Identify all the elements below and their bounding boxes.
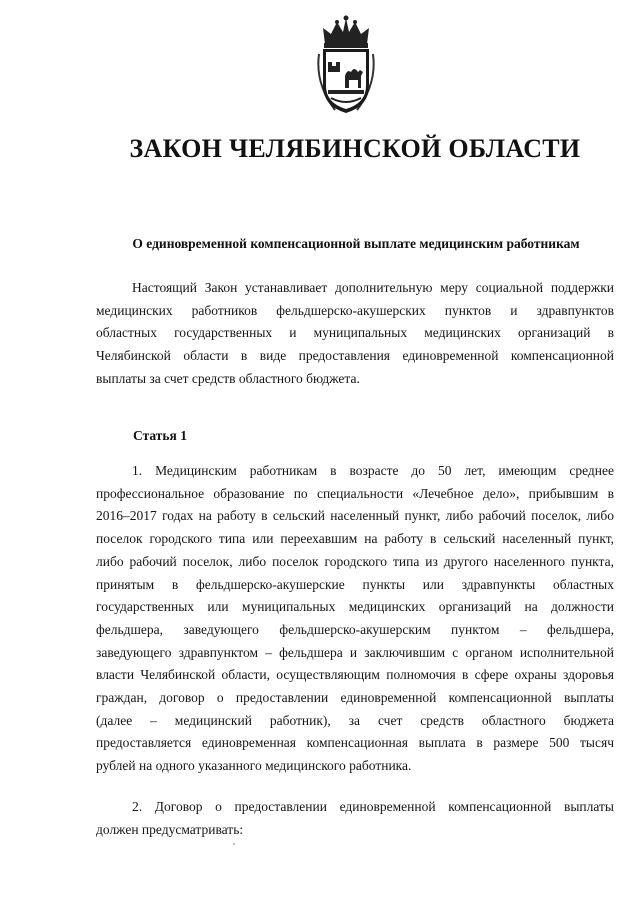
text-line: государственных или муниципальных медицинских организаций на должности xyxy=(96,599,614,615)
text-line: областных государственных и муниципальных медицинских организаций в xyxy=(96,325,614,341)
text-line: 2016–2017 годах на работу в сельский населенный пункт, либо рабочий поселок, либо xyxy=(96,508,614,524)
text-line: 1. Медицинским работникам в возрасте до 50 лет, имеющим среднее xyxy=(132,463,614,478)
text-line: либо рабочий поселок, либо поселок городского типа из другого населенного пункта, xyxy=(96,553,614,569)
article1-paragraph xyxy=(96,460,614,778)
text-line: власти Челябинской области, осуществляющим полномочия в сфере охраны здоровья xyxy=(96,667,614,683)
coat-of-arms-icon xyxy=(315,14,377,116)
text-line: выплаты за счет средств областного бюджета. xyxy=(96,370,360,386)
article1-paragraph-2 xyxy=(96,796,614,841)
intro-paragraph xyxy=(96,277,614,391)
text-line: профессиональное образование по специальности «Лечебное дело», прибывшим в xyxy=(96,485,614,501)
text-line: фельдшера, заведующего фельдшерско-акушерским пунктом – фельдшера, xyxy=(96,621,614,637)
text-line: граждан, договор о предоставлении единовременной компенсационной выплаты xyxy=(96,690,614,706)
document-title: ЗАКОН ЧЕЛЯБИНСКОЙ ОБЛАСТИ xyxy=(129,134,581,163)
text-line: поселок городского типа или переехавшим на работу в сельский населенный пункт, xyxy=(96,531,614,547)
article-heading: Статья 1 xyxy=(133,428,187,443)
text-line: заведующего здравпунктом – фельдшера и заключившим с органом исполнительной xyxy=(96,644,614,660)
text-line: (далее – медицинский работник), за счет средств областного бюджета xyxy=(96,712,614,728)
text-line: Челябинской области в виде предоставления единовременной компенсационной xyxy=(96,348,614,364)
text-line: рублей на одного указанного медицинского работника. xyxy=(96,758,412,774)
text-line: Настоящий Закон устанавливает дополнительную меру социальной поддержки xyxy=(132,280,614,295)
text-line: медицинских работников фельдшерско-акушерских пунктов и здравпунктов xyxy=(96,302,614,318)
text-line: предоставляется единовременная компенсационная выплата в размере 500 тысяч xyxy=(96,735,614,751)
law-subtitle: О единовременной компенсационной выплате медицинским работникам xyxy=(132,236,580,251)
text-line: принятым в фельдшерско-акушерские пункты или здравпункты областных xyxy=(96,576,614,592)
text-line: 2. Договор о предоставлении единовременной компенсационной выплаты xyxy=(132,799,614,814)
scan-speck xyxy=(233,843,235,845)
text-line: должен предусматривать: xyxy=(96,821,244,837)
